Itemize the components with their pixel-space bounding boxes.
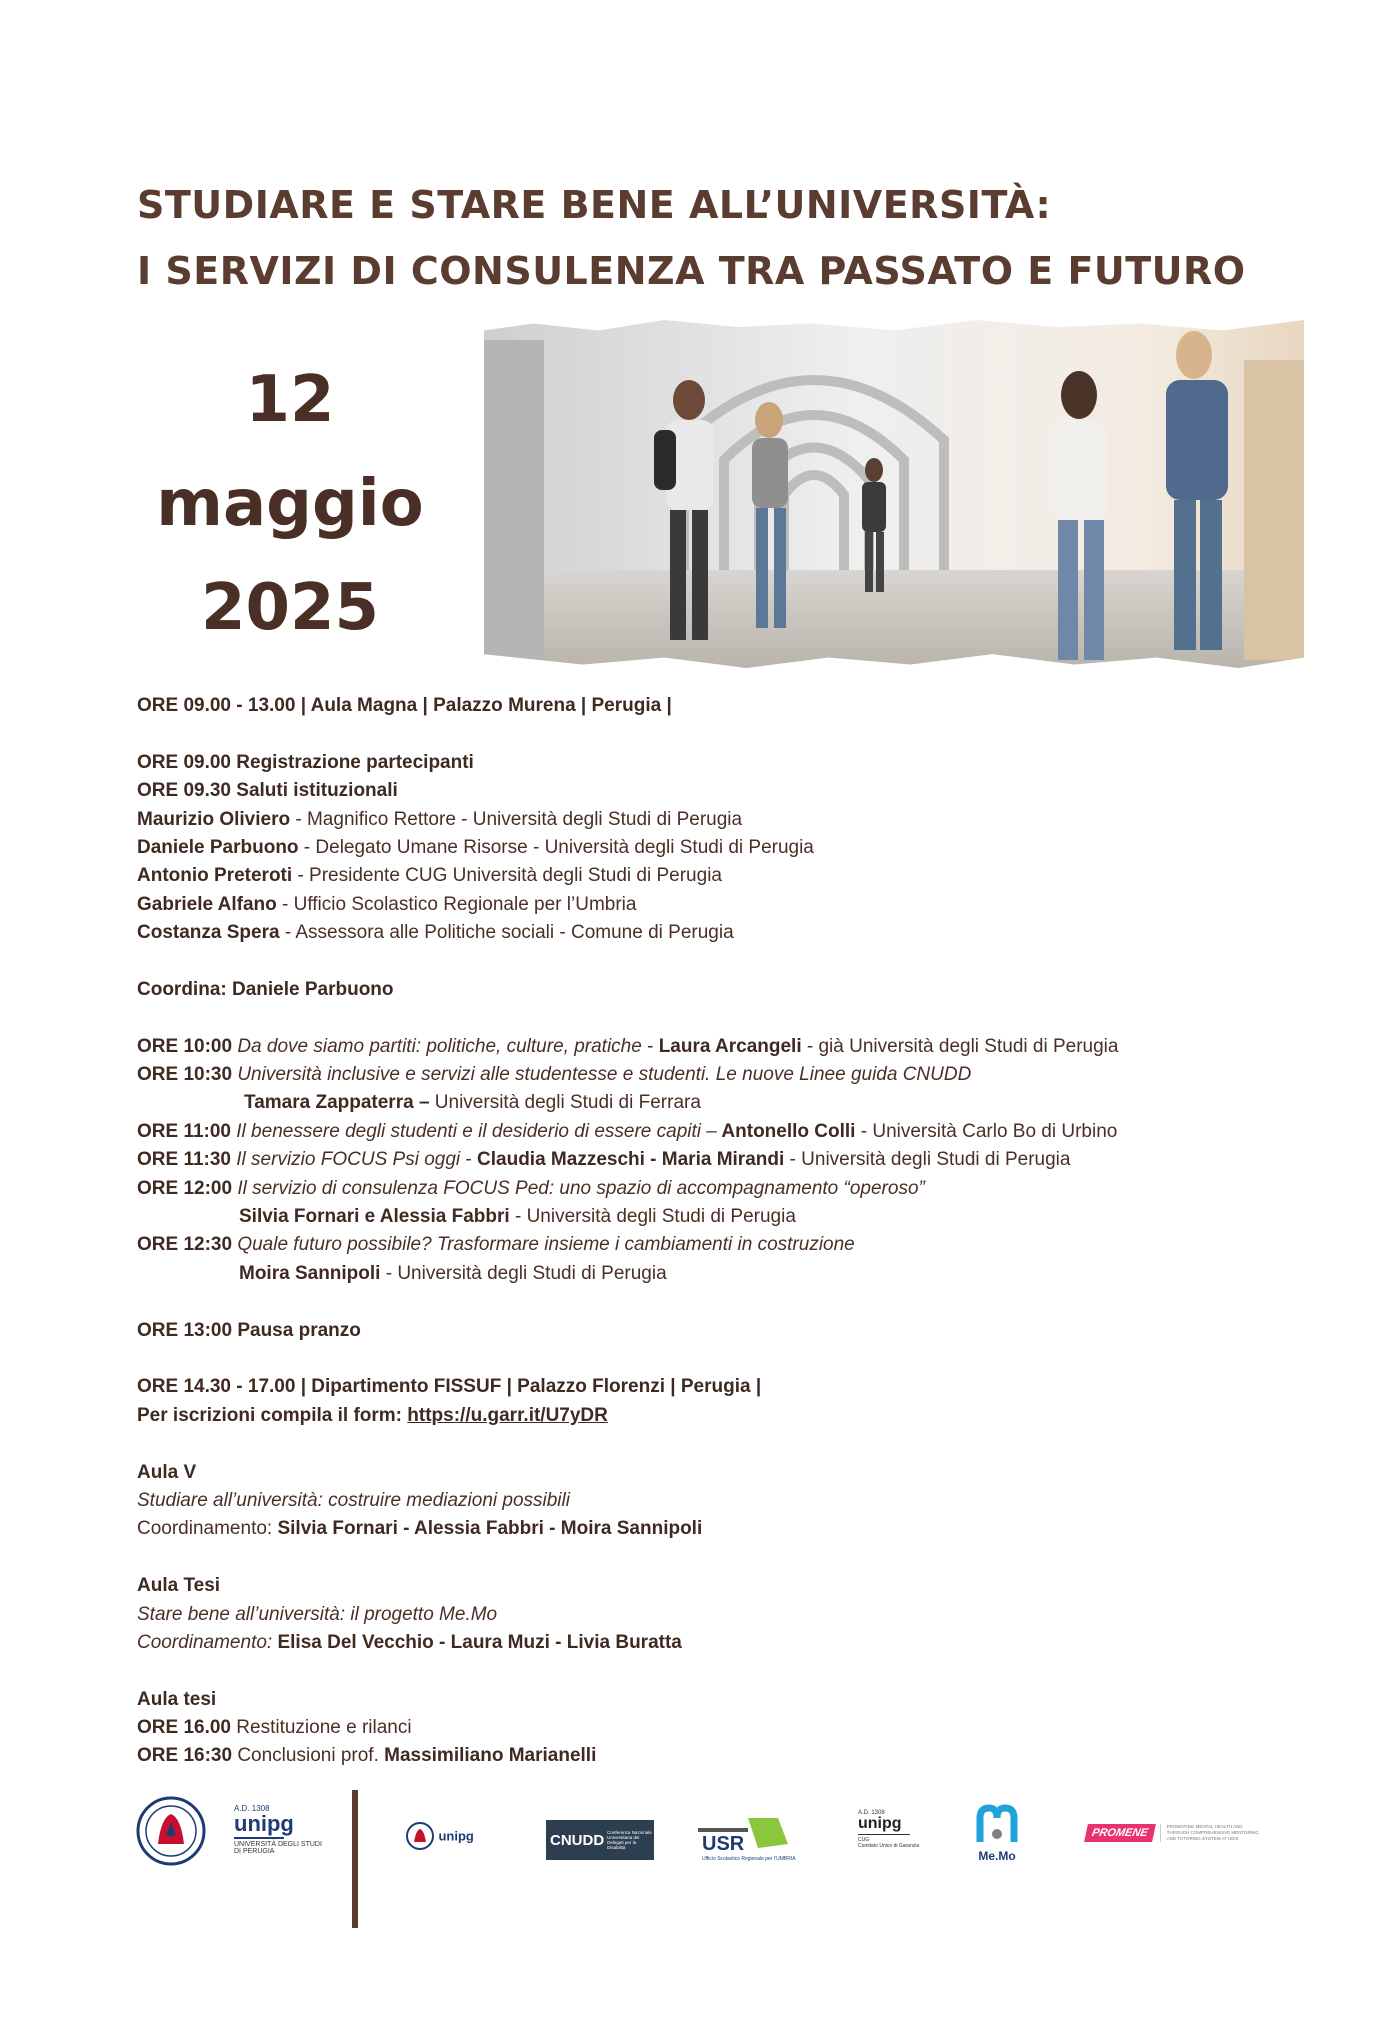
talk-speaker: Laura Arcangeli	[658, 1035, 802, 1057]
talk-1230-speaker	[137, 1260, 1317, 1288]
logo-name: unipg	[438, 1828, 474, 1844]
talk-1000	[137, 1033, 1317, 1061]
speaker-row	[137, 806, 1317, 834]
speaker-role: - Delegato Umane Risorse - Università degli Studi di Perugia	[298, 836, 814, 858]
talk-1030	[137, 1061, 1317, 1089]
closing-text: Restituzione e rilanci	[231, 1717, 412, 1739]
speaker-row	[137, 891, 1317, 919]
talk-title: Quale futuro possibile? Trasformare insieme i cambiamenti in costruzione	[232, 1234, 855, 1256]
coord-label: Coordinamento:	[137, 1631, 278, 1653]
logo-caption: Comitato Unico di Garanzia	[858, 1843, 920, 1849]
talk-1030-speaker	[137, 1089, 1317, 1117]
talk-1130	[137, 1146, 1317, 1174]
talk-title: Il servizio FOCUS Psi oggi	[231, 1149, 461, 1171]
seal-icon	[136, 1796, 206, 1866]
talk-speaker: Moira Sannipoli	[239, 1262, 381, 1284]
usr-umbria-logo	[698, 1814, 798, 1862]
logo-caption: DI PERUGIA	[234, 1848, 275, 1855]
promene-logo	[1086, 1824, 1296, 1842]
logo-caption: UNIVERSITÀ DEGLI STUDI	[234, 1841, 322, 1848]
talk-title: Da dove siamo partiti: politiche, culture, pratiche	[232, 1035, 642, 1057]
talk-sep: -	[641, 1035, 659, 1057]
aula-v-room: Aula V	[137, 1461, 197, 1483]
closing-1600	[137, 1714, 1317, 1742]
speaker-name: Daniele Parbuono	[137, 836, 299, 858]
talk-1230	[137, 1231, 1317, 1259]
date-day: 12	[245, 363, 335, 437]
talk-affiliation: - Università degli Studi di Perugia	[509, 1206, 796, 1228]
afternoon-header: ORE 14.30 - 17.00 | Dipartimento FISSUF | Palazzo Florenzi | Perugia |	[137, 1376, 762, 1398]
aula-v-coord	[137, 1515, 1317, 1543]
speaker-row	[137, 862, 1317, 890]
talk-speaker: Antonello Colli	[716, 1120, 856, 1142]
aula-tesi-topic: Stare bene all’università: il progetto Me.Mo	[137, 1603, 498, 1625]
talk-speaker: Tamara Zappaterra –	[244, 1092, 430, 1114]
speaker-name: Costanza Spera	[137, 922, 280, 944]
closing-1630	[137, 1742, 1317, 1770]
footer-divider	[352, 1790, 358, 1928]
photo-illustration	[484, 320, 1304, 668]
talk-time: ORE 11:30	[137, 1149, 231, 1171]
coord-names: Silvia Fornari - Alessia Fabbri - Moira Sannipoli	[277, 1518, 703, 1540]
logo-name: CNUDD	[550, 1831, 605, 1849]
talk-affiliation: - già Università degli Studi di Perugia	[801, 1035, 1119, 1057]
logo-year: A.D. 1308	[858, 1810, 885, 1816]
talk-title: Università inclusive e servizi alle studentesse e studenti. Le nuove Linee guida CNUDD	[232, 1064, 972, 1086]
memo-m-icon	[976, 1804, 1018, 1844]
talk-time: ORE 10:00	[137, 1035, 233, 1057]
students-corridor-photo	[484, 320, 1304, 668]
closing-time: ORE 16.00	[137, 1717, 231, 1739]
speaker-name: Maurizio Oliviero	[137, 808, 291, 830]
logo-name: Me.Mo	[978, 1849, 1016, 1863]
logo-name: unipg	[858, 1815, 902, 1832]
talk-affiliation: - Università Carlo Bo di Urbino	[855, 1120, 1118, 1142]
speaker-role: - Presidente CUG Università degli Studi di Perugia	[292, 865, 722, 887]
talk-title: Il benessere degli studenti e il desiderio di essere capiti –	[231, 1120, 717, 1142]
logo-caption: Disabilità	[607, 1845, 626, 1850]
talk-1200-speaker	[137, 1203, 1317, 1231]
speaker-row	[137, 834, 1317, 862]
logo-caption: Delegati per la	[607, 1840, 637, 1845]
aula-tesi-room: Aula Tesi	[137, 1575, 221, 1597]
unipg-small-logo	[406, 1822, 496, 1850]
date-year: 2025	[200, 571, 380, 645]
talk-affiliation: - Università degli Studi di Perugia	[380, 1262, 667, 1284]
closing-text: Conclusioni prof.	[232, 1745, 385, 1767]
talk-time: ORE 12:00	[137, 1177, 233, 1199]
morning-header: ORE 09.00 - 13.00 | Aula Magna | Palazzo Murena | Perugia |	[137, 695, 672, 716]
logo-year: A.D. 1308	[234, 1804, 270, 1813]
title-line-1: STUDIARE E STARE BENE ALL’UNIVERSITÀ:	[137, 183, 1052, 227]
cnudd-logo	[546, 1820, 654, 1860]
logo-caption: AND TUTORING SYSTEM AT HEIS	[1166, 1836, 1239, 1841]
logo-name: USR	[702, 1833, 745, 1855]
talk-affiliation: - Università degli Studi di Perugia	[784, 1149, 1071, 1171]
coordinator: Coordina: Daniele Parbuono	[137, 978, 394, 1000]
aula-v-topic: Studiare all’università: costruire mediazioni possibili	[137, 1489, 570, 1511]
unipg-main-logo	[234, 1804, 324, 1855]
event-title	[137, 172, 1337, 304]
speaker-name: Antonio Preteroti	[137, 865, 293, 887]
title-line-2: I SERVIZI DI CONSULENZA TRA PASSATO E FUTURO	[137, 249, 1246, 293]
event-date	[130, 348, 450, 660]
talk-time: ORE 12:30	[137, 1234, 233, 1256]
registration: ORE 09.00 Registrazione partecipanti	[137, 751, 474, 773]
closing-speaker: Massimiliano Marianelli	[384, 1745, 597, 1767]
talk-sep: -	[460, 1149, 478, 1171]
unipg-seal-logo	[136, 1796, 206, 1866]
talk-speaker: Silvia Fornari e Alessia Fabbri	[239, 1206, 510, 1228]
talk-title: Il servizio di consulenza FOCUS Ped: uno spazio di accompagnamento “operoso”	[232, 1177, 925, 1199]
aula-tesi-coord	[137, 1629, 1317, 1657]
logo-caption: Ufficio Scolastico Regionale per l’UMBRIA	[702, 1856, 796, 1862]
date-month: maggio	[156, 467, 424, 541]
closing-room: Aula tesi	[137, 1688, 217, 1710]
logo-caption: CUG	[858, 1837, 870, 1843]
talk-1100	[137, 1118, 1317, 1146]
logo-caption: Conferenza Nazionale	[607, 1830, 652, 1835]
registration-form-link[interactable]: https://u.garr.it/U7yDR	[407, 1404, 608, 1426]
partner-logos	[130, 1790, 1310, 1940]
talk-speaker: Claudia Mazzeschi - Maria Mirandi	[477, 1149, 785, 1171]
speaker-role: - Magnifico Rettore - Università degli Studi di Perugia	[290, 808, 743, 830]
talk-time: ORE 10:30	[137, 1064, 233, 1086]
logo-name: unipg	[234, 1811, 294, 1836]
registration-form-row	[137, 1402, 1317, 1430]
talk-affiliation: Università degli Studi di Ferrara	[429, 1092, 701, 1114]
lunch-break: ORE 13:00 Pausa pranzo	[137, 1319, 361, 1341]
speaker-name: Gabriele Alfano	[137, 893, 277, 915]
program	[137, 692, 1317, 1771]
talk-time: ORE 11:00	[137, 1120, 231, 1142]
logo-caption: THROUGH COMPREHENSIVE MENTORING	[1166, 1830, 1259, 1835]
greetings: ORE 09.30 Saluti istituzionali	[137, 780, 398, 802]
speaker-role: - Assessora alle Politiche sociali - Comune di Perugia	[279, 922, 734, 944]
speaker-role: - Ufficio Scolastico Regionale per l’Umbria	[276, 893, 637, 915]
form-label: Per iscrizioni compila il form:	[137, 1404, 408, 1426]
logo-caption: PROMOTING MENTAL HEALTH AND	[1166, 1824, 1243, 1829]
logo-caption: Universitaria dei	[607, 1835, 640, 1840]
talk-1200	[137, 1175, 1317, 1203]
logo-name: PROMENE	[1084, 1824, 1155, 1842]
memo-logo	[972, 1804, 1022, 1863]
coord-names: Elisa Del Vecchio - Laura Muzi - Livia Buratta	[277, 1631, 682, 1653]
unipg-cug-logo	[858, 1810, 948, 1849]
small-seal-icon	[406, 1822, 434, 1850]
speaker-row	[137, 919, 1317, 947]
coord-label: Coordinamento:	[137, 1518, 278, 1540]
closing-time: ORE 16:30	[137, 1745, 233, 1767]
